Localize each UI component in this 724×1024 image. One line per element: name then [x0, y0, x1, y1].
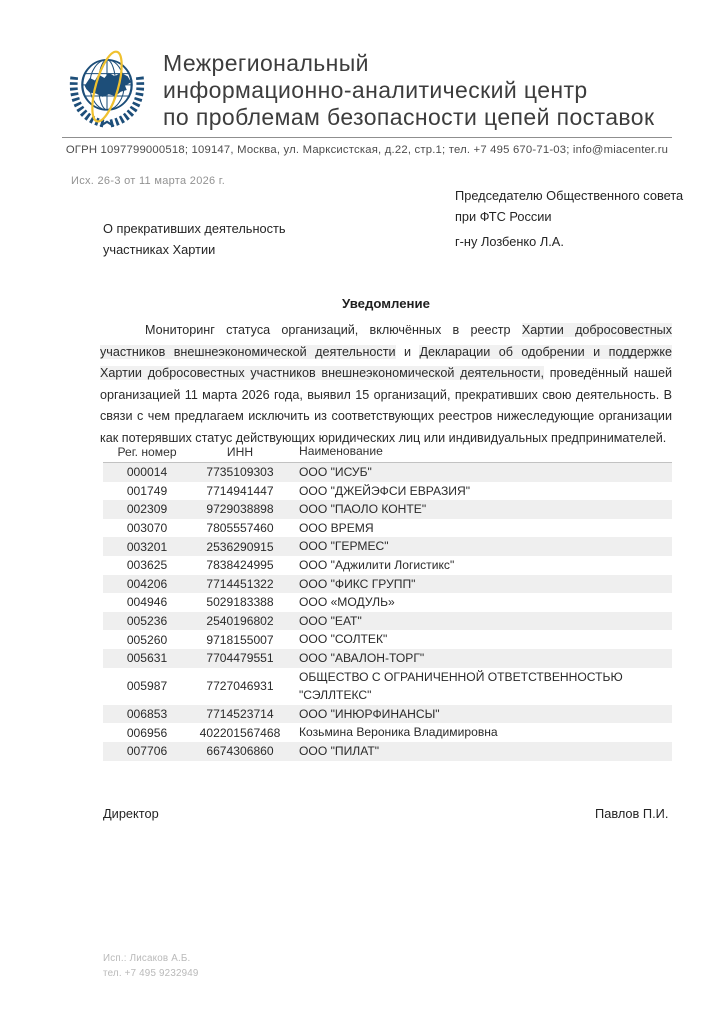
subject-line1: О прекративших деятельность — [103, 221, 286, 236]
cell-name: ООО "ФИКС ГРУПП" — [299, 576, 416, 591]
body-lead: Мониторинг статуса организаций, включённых в реестр — [145, 323, 522, 337]
cell-name: ООО "ПАОЛО КОНТЕ" — [299, 502, 427, 517]
cell-inn: 6674306860 — [206, 744, 274, 759]
table-body — [103, 463, 672, 761]
cell-reg-number: 005236 — [126, 614, 168, 629]
cell-reg-number: 002309 — [126, 502, 168, 517]
cell-inn: 2540196802 — [206, 614, 274, 629]
cell-inn: 7805557460 — [206, 521, 274, 536]
cell-reg-number: 003070 — [126, 521, 168, 536]
table-row — [103, 612, 672, 631]
body-highlight-charter: Хартии добросовестных участников внешнеэкономической деятельности — [100, 323, 673, 359]
cell-reg-number: 003625 — [126, 558, 168, 573]
cell-name: ОБЩЕСТВО С ОГРАНИЧЕННОЙ ОТВЕТСТВЕННОСТЬЮ "СЭЛЛТЕКС" — [299, 669, 623, 703]
cell-name: ООО «МОДУЛЬ» — [299, 595, 395, 610]
cell-inn: 7735109303 — [206, 465, 274, 480]
cell-name: ООО "Аджилити Логистикс" — [299, 557, 455, 572]
cell-inn: 7838424995 — [206, 558, 274, 573]
table-row — [103, 519, 672, 538]
body-mid: и — [395, 344, 420, 359]
table-row — [103, 482, 672, 501]
cell-name: ООО "ГЕРМЕС" — [299, 539, 389, 554]
header-inn: ИНН — [226, 444, 254, 459]
cell-inn: 2536290915 — [206, 539, 274, 554]
cell-inn: 5029183388 — [206, 595, 274, 610]
cell-inn: 9729038898 — [206, 502, 274, 517]
cell-name: ООО ВРЕМЯ — [299, 520, 374, 535]
table-row — [103, 575, 672, 594]
cell-reg-number: 004946 — [126, 595, 168, 610]
cell-name: ООО "ИНЮРФИНАНСЫ" — [299, 706, 440, 721]
cell-name: ООО "ИСУБ" — [299, 465, 372, 479]
organizations-table — [103, 441, 672, 761]
letterhead-divider — [62, 137, 672, 138]
cell-reg-number: 000014 — [126, 465, 168, 480]
table-row — [103, 668, 672, 705]
org-name-line2: информационно-аналитический центр — [163, 77, 588, 103]
cell-name: ООО "ЕАТ" — [299, 613, 362, 628]
org-name-line3: по проблемам безопасности цепей поставок — [163, 104, 655, 130]
org-contact-line: ОГРН 1097799000518; 109147, Москва, ул. Марксистская, д.22, стр.1; тел. +7 495 670-71-03; info@miacenter.ru — [65, 144, 669, 156]
signature-name: Павлов П.И. — [595, 806, 669, 821]
executor-phone: тел. +7 495 9232949 — [103, 968, 199, 979]
addressee-line2: при ФТС России — [455, 208, 552, 224]
table-row — [103, 723, 672, 742]
org-name-line1: Межрегиональный — [163, 50, 369, 76]
outgoing-reference: Исх. 26-3 от 11 марта 2026 г. — [71, 175, 226, 187]
table-header-row — [103, 441, 672, 463]
signature-role: Директор — [103, 806, 159, 821]
cell-inn: 9718155007 — [206, 632, 274, 647]
executor-name: Исп.: Лисаков А.Б. — [103, 953, 191, 964]
cell-inn: 7704479551 — [206, 651, 274, 666]
executor-block — [103, 951, 199, 981]
cell-reg-number: 005260 — [126, 632, 168, 647]
table-row — [103, 556, 672, 575]
cell-reg-number: 006956 — [126, 725, 168, 740]
subject-line2: участниках Хартии — [103, 242, 216, 257]
body-highlight-declaration: Декларации об одобрении и поддержке Хартии добросовестных участников внешнеэкономической деятельности, — [100, 344, 672, 381]
table-row — [103, 593, 672, 612]
header-name: Наименование — [299, 444, 383, 459]
body-rest: проведённый нашей организацией 11 марта 2026 года, выявил 15 организаций, прекративших свою деятельность. В связи с чем предлагаем исключить из соответствующих реестров нижеследующие организации как потерявших статус действующих юридических лиц или индивидуальных предпринимателей. — [100, 366, 672, 445]
addressee-person: г-ну Лозбенко Л.А. — [455, 234, 564, 249]
org-name — [163, 50, 683, 131]
cell-reg-number: 003201 — [126, 539, 168, 554]
document-title: Уведомление — [342, 296, 430, 311]
body-paragraph — [100, 320, 672, 450]
table-row — [103, 649, 672, 668]
cell-name: ООО "ПИЛАТ" — [299, 743, 379, 758]
header-reg-number: Рег. номер — [117, 444, 177, 459]
cell-inn: 7714523714 — [206, 707, 274, 722]
cell-reg-number: 001749 — [126, 483, 168, 498]
cell-inn: 7714451322 — [206, 576, 274, 591]
addressee-line1: Председателю Общественного совета — [455, 188, 684, 203]
table-row — [103, 630, 672, 649]
cell-inn: 7727046931 — [206, 679, 274, 694]
cell-reg-number: 004206 — [126, 576, 168, 591]
table-row — [103, 705, 672, 724]
globe-wreath-emblem-icon — [64, 47, 150, 133]
subject-block — [103, 218, 286, 260]
cell-name: Козьмина Вероника Владимировна — [299, 725, 498, 740]
cell-inn: 7714941447 — [206, 483, 274, 498]
addressee-block — [455, 186, 683, 227]
table-row — [103, 742, 672, 761]
cell-reg-number: 007706 — [126, 744, 168, 759]
cell-reg-number: 005987 — [126, 679, 168, 694]
table-row — [103, 537, 672, 556]
cell-inn: 402201567468 — [199, 725, 281, 740]
cell-name: ООО "АВАЛОН-ТОРГ" — [299, 650, 425, 665]
cell-name: ООО "ДЖЕЙЭФСИ ЕВРАЗИЯ" — [299, 483, 471, 498]
table-row — [103, 500, 672, 519]
cell-reg-number: 005631 — [126, 651, 168, 666]
table-row — [103, 463, 672, 482]
cell-name: ООО "СОЛТЕК" — [299, 632, 388, 647]
cell-reg-number: 006853 — [126, 707, 168, 722]
